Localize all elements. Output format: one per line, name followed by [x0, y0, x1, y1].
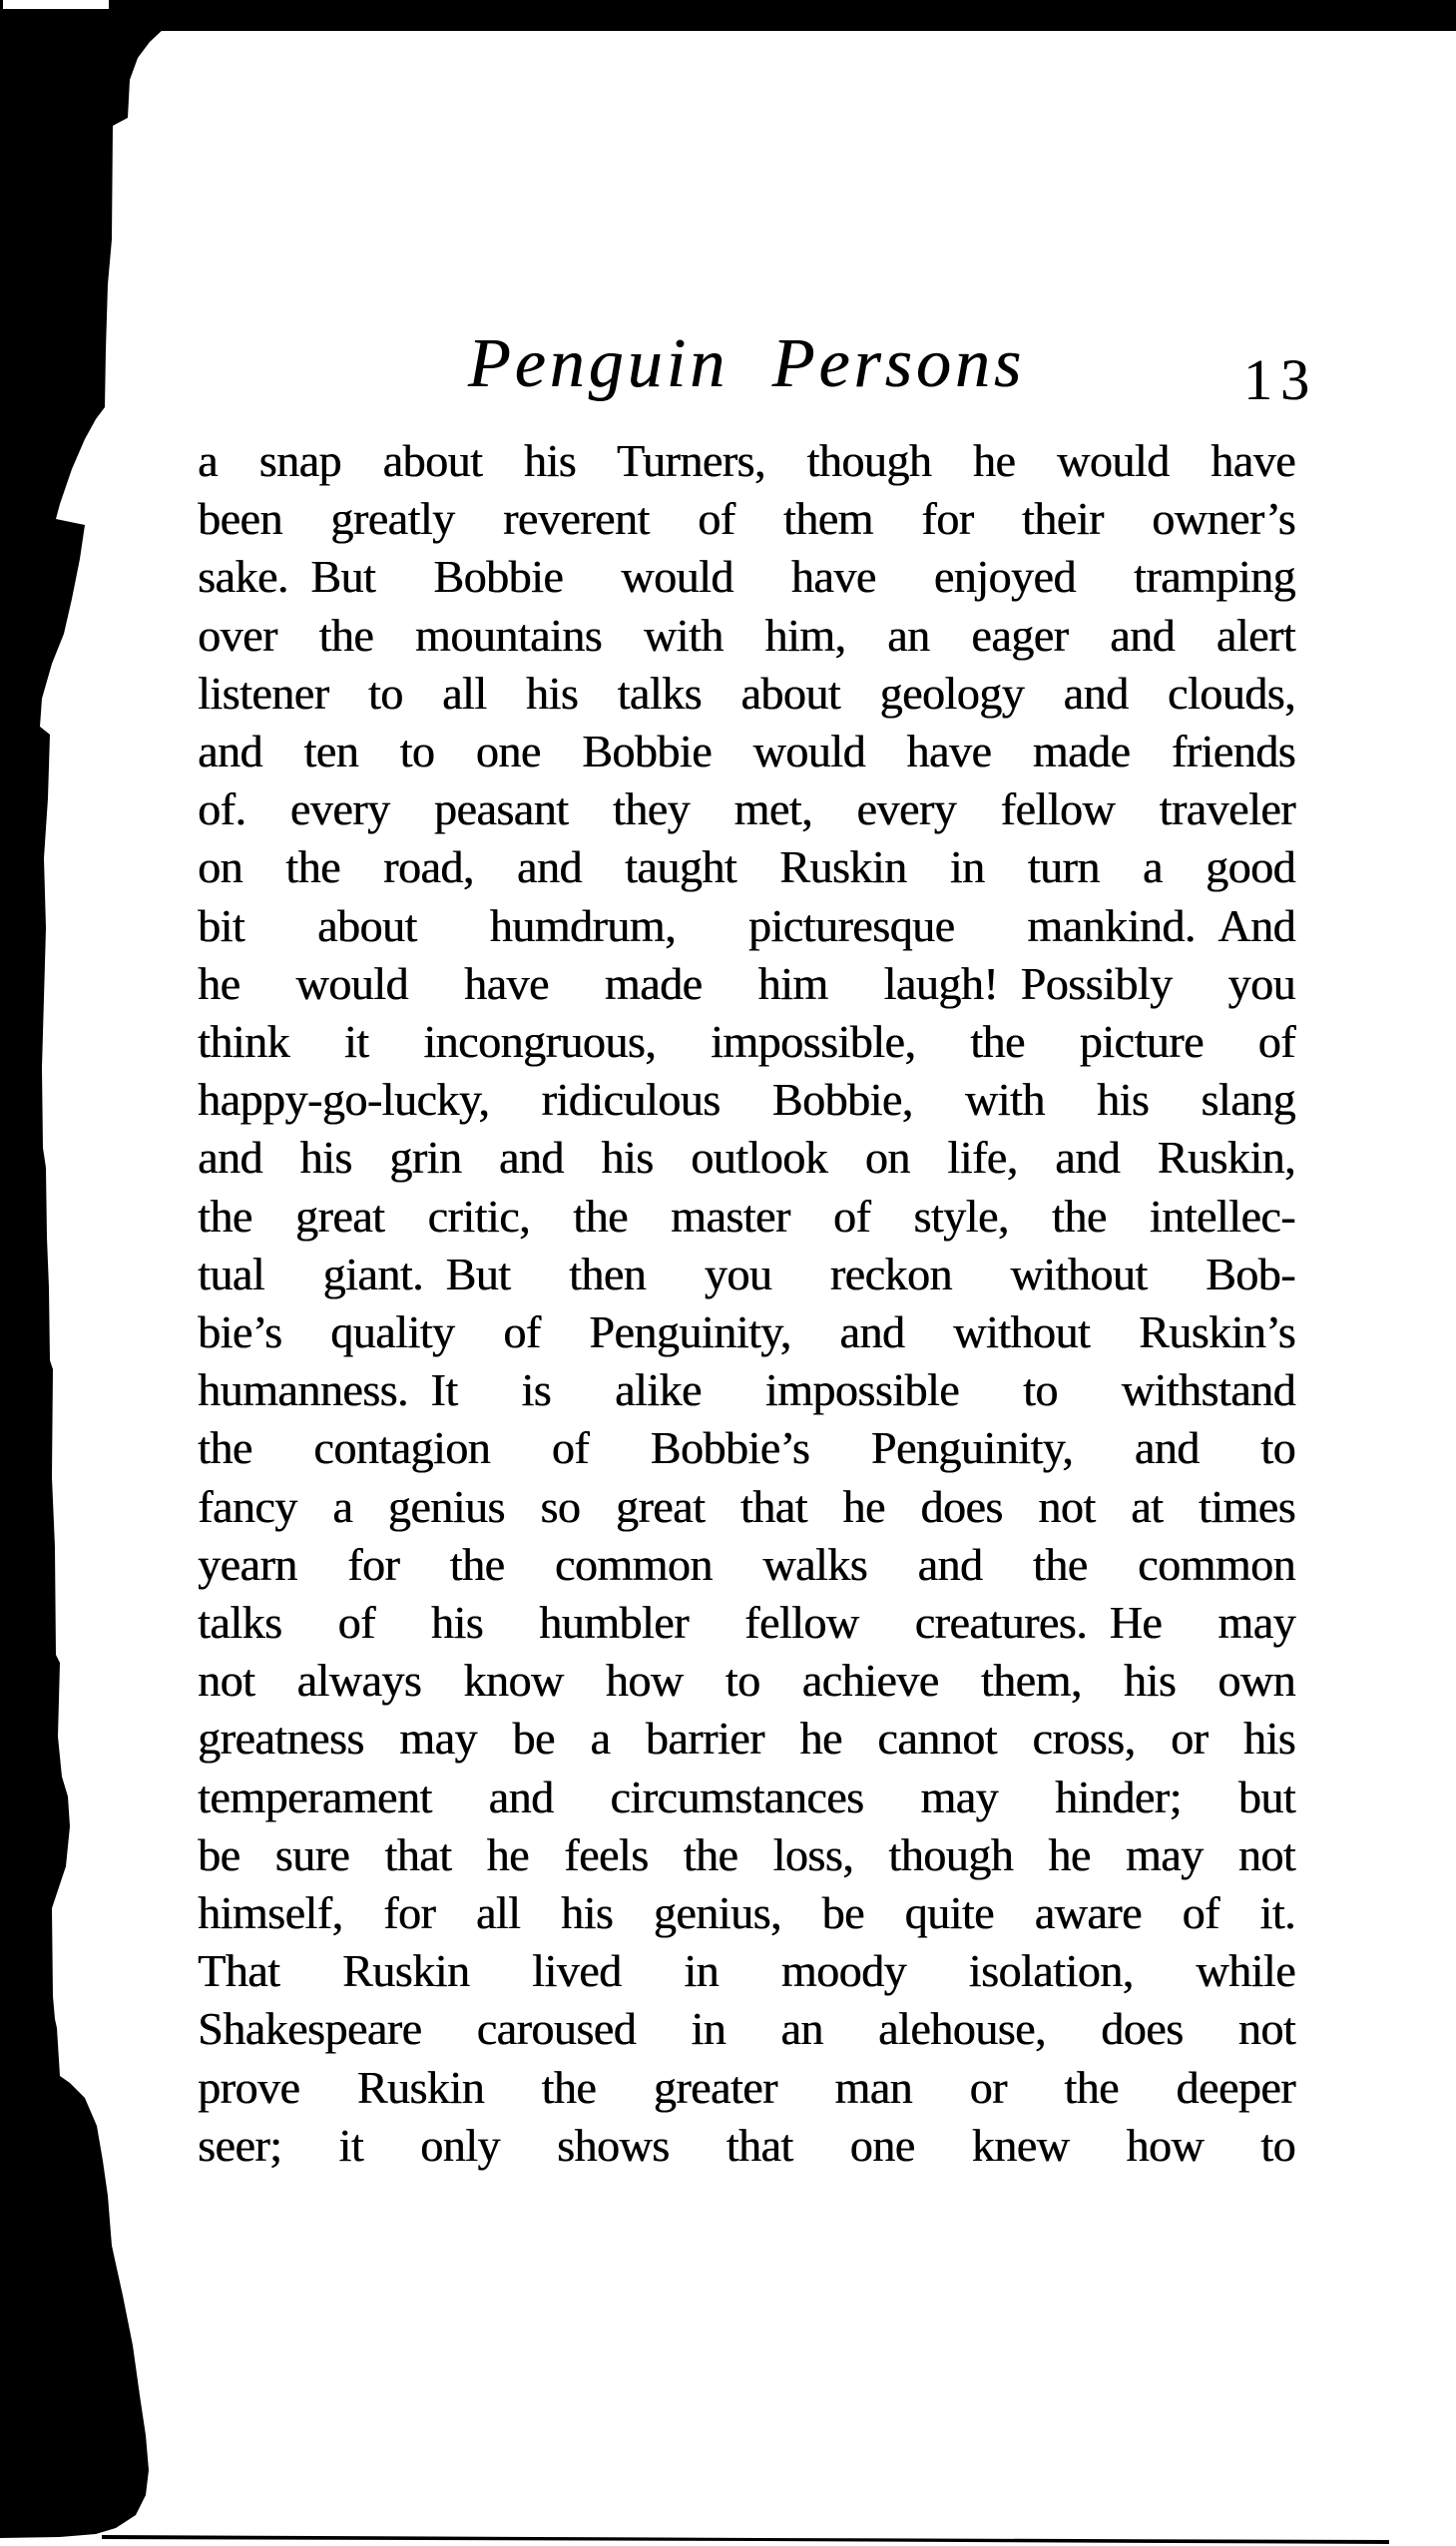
text-line: think it incongruous, impossible, the picture of	[198, 1016, 1295, 1068]
text-line: of. every peasant they met, every fellow traveler	[198, 783, 1295, 835]
text-line: the contagion of Bobbie’s Penguinity, and to	[198, 1422, 1295, 1474]
text-line: himself, for all his genius, be quite aware of it.	[198, 1887, 1295, 1939]
text-line: been greatly reverent of them for their owner’s	[198, 493, 1295, 545]
text-line: and his grin and his outlook on life, and Ruskin,	[198, 1132, 1295, 1184]
running-title: Penguin Persons	[467, 325, 1026, 402]
text-line: bie’s quality of Penguinity, and without Ruskin’s	[198, 1306, 1295, 1358]
text-line: and ten to one Bobbie would have made friends	[198, 726, 1295, 777]
body-text	[198, 432, 1295, 2175]
page-number: 13	[1243, 347, 1317, 412]
scan-left-edge-band	[0, 0, 165, 2538]
text-line: seer; it only shows that one knew how to	[198, 2119, 1295, 2171]
text-line: a snap about his Turners, though he would have	[198, 435, 1295, 486]
text-line: Shakespeare caroused in an alehouse, does not	[198, 2003, 1295, 2055]
text-line: talks of his humbler fellow creatures. He may	[198, 1597, 1295, 1649]
text-line: not always know how to achieve them, his own	[198, 1655, 1295, 1707]
scan-top-edge-bar	[0, 0, 1456, 31]
scan-bottom-edge-line	[102, 2535, 1389, 2544]
text-line: listener to all his talks about geology and clouds,	[198, 667, 1295, 719]
text-line: happy-go-lucky, ridiculous Bobbie, with his slang	[198, 1074, 1295, 1126]
text-line: prove Ruskin the greater man or the deeper	[198, 2061, 1295, 2113]
text-line: greatness may be a barrier he cannot cross, or his	[198, 1713, 1295, 1765]
text-line: bit about humdrum, picturesque mankind. And	[198, 899, 1295, 951]
text-line: over the mountains with him, an eager and alert	[198, 609, 1295, 661]
text-line: humanness. It is alike impossible to withstand	[198, 1364, 1295, 1416]
text-line: yearn for the common walks and the common	[198, 1538, 1295, 1590]
text-line: tual giant. But then you reckon without Bob-	[198, 1248, 1295, 1299]
scan-top-left-notch	[3, 0, 109, 9]
text-line: That Ruskin lived in moody isolation, while	[198, 1945, 1295, 1997]
text-line: fancy a genius so great that he does not at times	[198, 1480, 1295, 1532]
text-line: temperament and circumstances may hinder; but	[198, 1771, 1295, 1822]
text-line: he would have made him laugh! Possibly you	[198, 957, 1295, 1009]
text-line: be sure that he feels the loss, though he may not	[198, 1828, 1295, 1880]
text-line: sake. But Bobbie would have enjoyed tramping	[198, 551, 1295, 603]
text-line: the great critic, the master of style, the intellec-	[198, 1190, 1295, 1242]
text-line: on the road, and taught Ruskin in turn a good	[198, 841, 1295, 893]
